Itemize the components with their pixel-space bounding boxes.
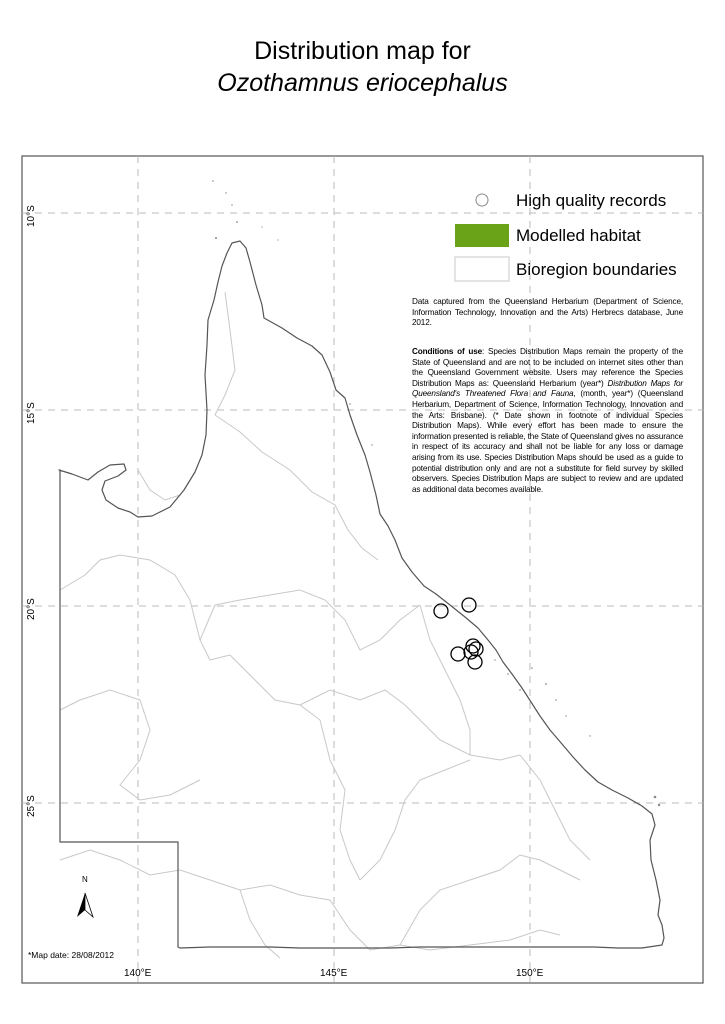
legend-record-symbol (476, 194, 488, 206)
species-name: Ozothamnus eriocephalus (217, 69, 508, 97)
legend (455, 194, 509, 281)
lat-label-25s: 25°S (26, 795, 37, 817)
lat-label-15s: 15°S (26, 402, 37, 424)
lat-label-10s: 10°S (26, 205, 37, 227)
map-title: Distribution map for (254, 37, 471, 65)
conditions-citation: Distribution Maps for Queensland's Threatened Flora and Fauna (412, 378, 683, 399)
data-source-text: Data captured from the Queensland Herbarium (Department of Science, Information Technology, Innovation and the Arts) Herbrecs database, June 2012. (412, 297, 683, 328)
lon-label-145e: 145°E (320, 968, 348, 979)
legend-label-records: High quality records (516, 191, 667, 210)
record-points (434, 598, 483, 669)
legend-bioregion-symbol (455, 257, 509, 281)
lon-label-140e: 140°E (124, 968, 152, 979)
record-point[interactable] (469, 642, 483, 656)
record-point[interactable] (451, 647, 465, 661)
conditions-heading: Conditions of use (412, 347, 483, 356)
record-point[interactable] (462, 598, 476, 612)
graticule (22, 156, 703, 983)
map-date: *Map date: 28/08/2012 (28, 950, 115, 960)
lat-label-20s: 20°S (26, 598, 37, 620)
north-arrow-icon (77, 893, 93, 917)
legend-habitat-symbol (455, 224, 509, 247)
lon-label-150e: 150°E (516, 968, 544, 979)
legend-label-habitat: Modelled habitat (516, 226, 641, 245)
conditions-part1: : Species Distribution Maps remain the property of the State of Queensland and are not to be included on internet sites other than the Queensland Government website. Users may reference the Species Distribution Maps as: Queensland Herbarium (year*) (412, 347, 683, 388)
legend-label-bioregion: Bioregion boundaries (516, 260, 677, 279)
north-label: N (82, 875, 88, 884)
map-frame (22, 156, 703, 983)
conditions-of-use-text (412, 347, 683, 495)
conditions-part2: , (month, year*) (Queensland Herbarium, Department of Science, Information Technology, Innovation and the Arts: Brisbane). (* Date shown in footnote of individual Species Distribution Maps). While every effort has been made to ensure the information presented is reliable, the State of Queensland gives no assurance in respect of its accuracy and shall not be liable for any loss or damage arising from its use. Species Distribution Maps should be used as a guide to potential distribution only and are not a substitute for field survey by skilled observers. Species Distribution Maps are subject to review and are updated as additional data becomes available. (412, 389, 683, 494)
